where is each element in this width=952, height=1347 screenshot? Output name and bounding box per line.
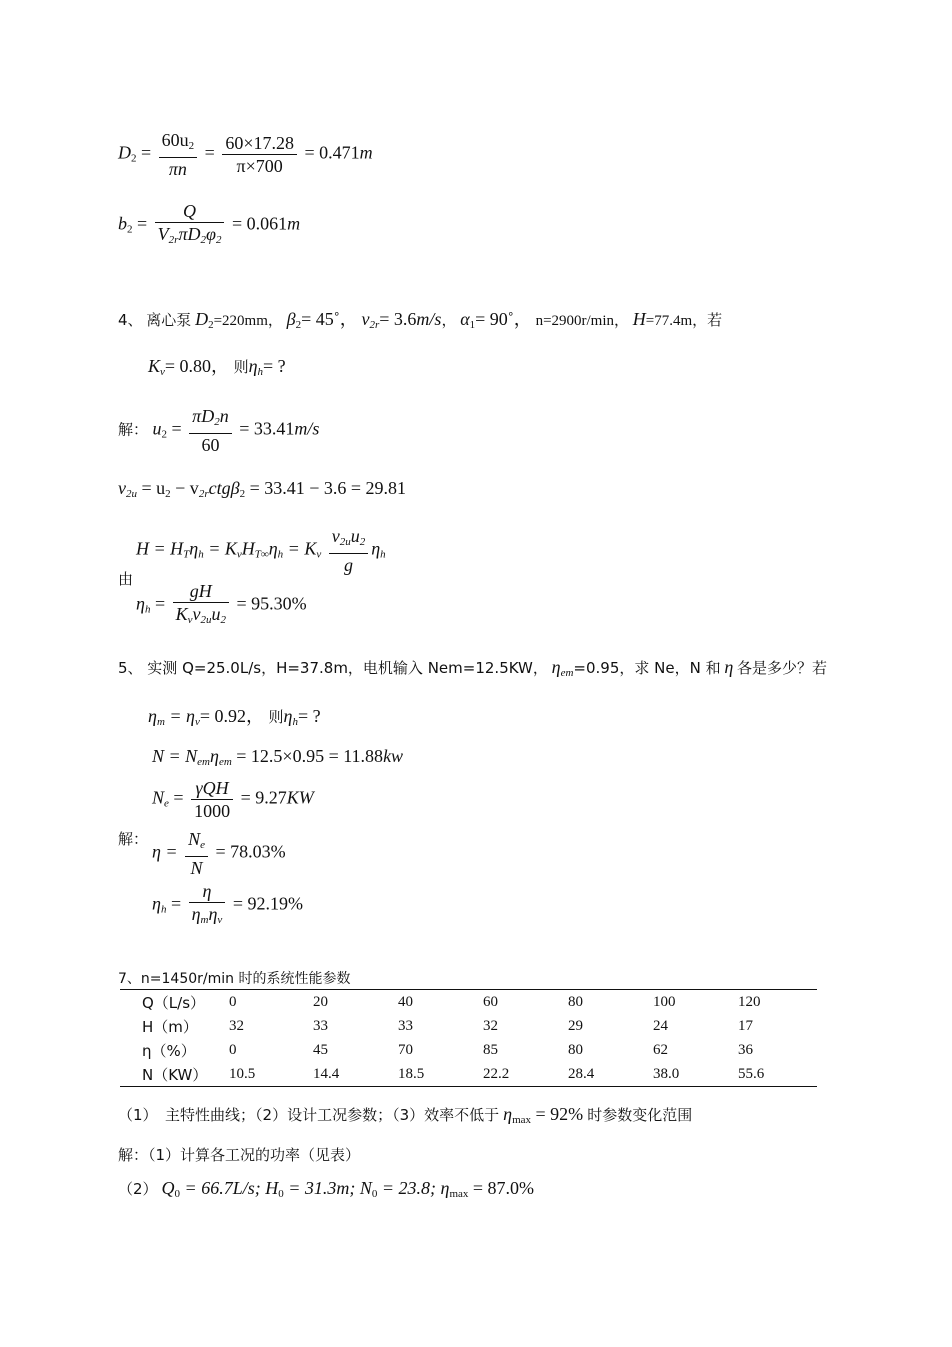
problem7-questions: （1） 主特性曲线；（2）设计工况参数；（3）效率不低于 $\eta_{max} = 92\%$ 时参数变化范围 bbox=[118, 1104, 693, 1126]
d2-fraction-1: $\frac{60u_2}{\pi n}$ bbox=[159, 129, 198, 180]
formula-d2: $D_2$ = $\frac{60u_2}{\pi n}$ = $\frac{60\times 17.28}{\pi\times 700}$ = 0.471m bbox=[118, 130, 373, 179]
table-row: η（%） 0 45 70 85 80 62 36 bbox=[120, 1038, 817, 1062]
problem5-etah: $\eta_h$ = $\frac{\eta}{\eta_m\eta_v}$ = 92.19% bbox=[152, 880, 303, 931]
problem5-statement: 5、 实测 Q=25.0L/s，H=37.8m，电机输入 Nem=12.5KW， $\eta_{em}=0.95$，求 Ne，N 和 η 各是多少？若 bbox=[118, 657, 828, 679]
table-row: N（KW） 10.5 14.4 18.5 22.2 28.4 38.0 55.6 bbox=[120, 1062, 817, 1087]
row-label: η（%） bbox=[142, 1041, 196, 1060]
d2-fraction-2: $\frac{60\times 17.28}{\pi\times 700}$ bbox=[222, 132, 297, 177]
problem4-statement: 4、 离心泵 $D_2=220mm$， $\beta_2=$ 45˚， $v_{2r}= 3.6m/s$， $\alpha_1=$ 90˚， n=2900r/min， H=77.4m，若 bbox=[118, 309, 723, 331]
row-label: Q（L/s） bbox=[142, 993, 206, 1012]
problem5-ne: $N_e$ = $\frac{\text{γQH}}{1000}$ = 9.27KW bbox=[152, 778, 314, 821]
row-label: H（m） bbox=[142, 1017, 198, 1036]
problem4-etah: $\eta_h$ = $\frac{gH}{K_vv_{2u}u_2}$ = 95.30% bbox=[136, 580, 307, 631]
u2-fraction: $\frac{\pi D_2n}{60}$ bbox=[189, 405, 232, 456]
table-row: Q（L/s） 0 20 40 60 80 100 120 bbox=[120, 990, 817, 1015]
etah-fraction-2: $\frac{\eta}{\eta_m\eta_v}$ bbox=[189, 880, 226, 931]
etah-fraction: $\frac{gH}{K_vv_{2u}u_2}$ bbox=[173, 580, 229, 631]
problem5-eta: η = $\frac{N_e}{N}$ = 78.03% bbox=[152, 829, 286, 878]
problem5-solve: 解： bbox=[118, 830, 149, 848]
row-label: N（KW） bbox=[142, 1065, 208, 1084]
problem4-condition: $K_v= 0.80$， 则$\eta_h=$ ? bbox=[148, 356, 286, 378]
problem7-solution-1: 解：（1）计算各工况的功率（见表） bbox=[118, 1146, 361, 1164]
problem4-u2: 解： $u_2$ = $\frac{\pi D_2n}{60}$ = 33.41m/s bbox=[118, 406, 320, 455]
performance-table bbox=[120, 989, 817, 1087]
problem7-solution-2: （2） $Q_0 = 66.7L/s$; $H_0 = 31.3m$; $N_0 = 23.8$; $\eta_{max} = 87.0\%$ bbox=[118, 1178, 535, 1200]
problem5-n-line: $N = N_{em}\eta_{em} = 12.5\times 0.95 = 11.88kw$ bbox=[152, 746, 404, 768]
formula-b2: $b_2$ = $\frac{Q}{V_{2r}\pi D_2\varphi_2}$ = 0.061m bbox=[118, 200, 300, 251]
problem4-h-equation: $H = H_T\eta_h = K_vH_{T\infty}\eta_h = K_v$ $\frac{v_{2u}u_2}{g}$ $\eta_h$ bbox=[136, 526, 386, 575]
eta-fraction: $\frac{N_e}{N}$ bbox=[185, 828, 208, 879]
problem4-you: 由 bbox=[118, 570, 134, 588]
problem5-condition: $\eta_m = \eta_v= 0.92$， 则$\eta_h=$ ? bbox=[148, 706, 321, 728]
problem4-v2u: $v_{2u} = u_2 - v_{2r}ctg\beta_2 = 33.41 - 3.6 = 29.81$ bbox=[118, 478, 407, 500]
table-row: H（m） 32 33 33 32 29 24 17 bbox=[120, 1014, 817, 1038]
ne-fraction: $\frac{\text{γQH}}{1000}$ bbox=[191, 777, 233, 822]
problem7-title: 7、n=1450r/min 时的系统性能参数 bbox=[118, 971, 351, 987]
b2-fraction: $\frac{Q}{V_{2r}\pi D_2\varphi_2}$ bbox=[155, 200, 225, 251]
h-fraction: $\frac{v_{2u}u_2}{g}$ bbox=[329, 525, 369, 576]
